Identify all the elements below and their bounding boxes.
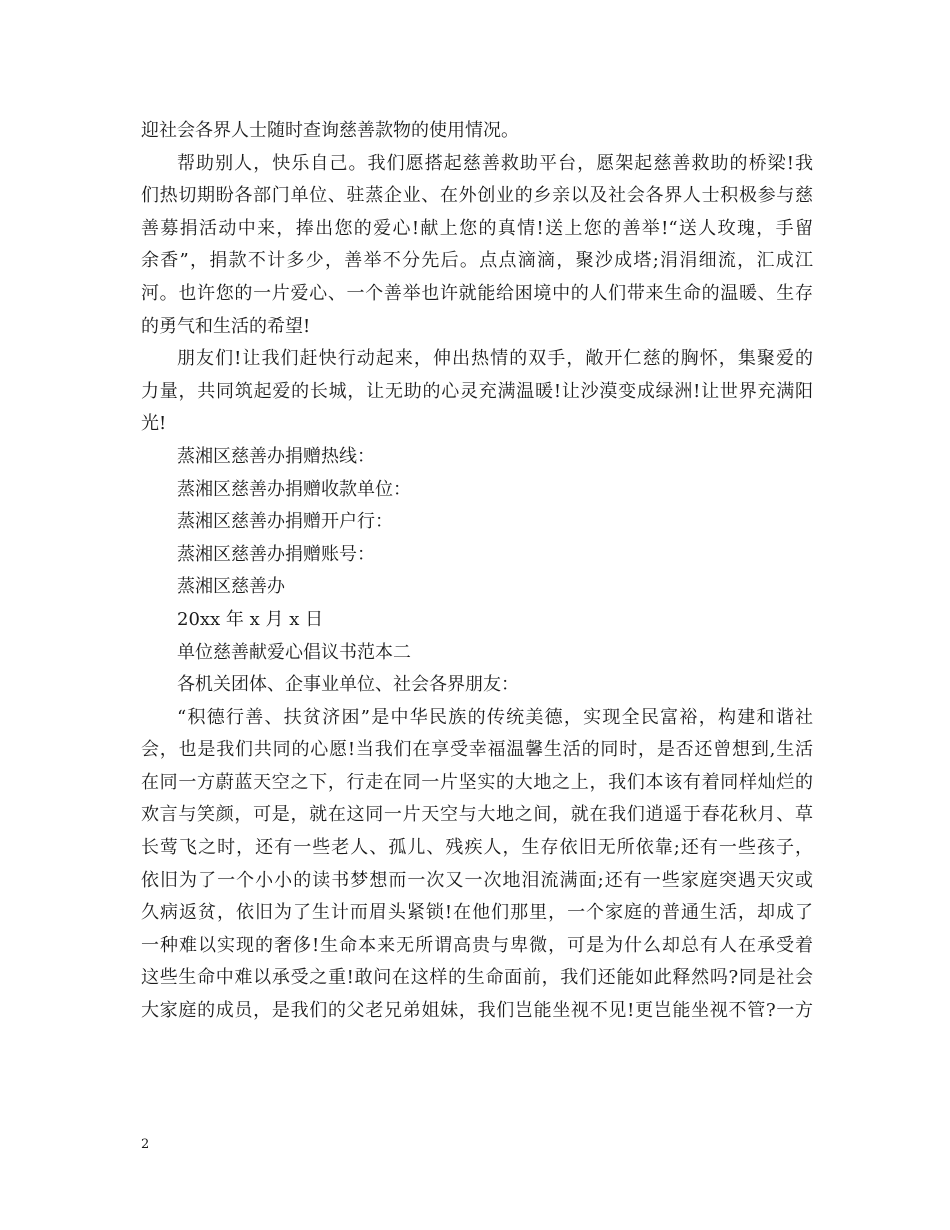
text-line: 20xx 年 x 月 x 日 [177,608,324,630]
text-line: 蒸湘区慈善办捐赠收款单位： [177,478,411,500]
text-line: 大家庭的成员，是我们的父老兄弟姐妹，我们岂能坐视不见!更岂能坐视不管?一方 [141,1000,813,1022]
text-line: 河。也许您的一片爱心、一个善举也许就能给困境中的人们带来生命的温暖、生存 [141,282,813,304]
text-line: 一种难以实现的奢侈!生命本来无所谓高贵与卑微，可是为什么却总有人在承受着 [141,934,813,956]
text-line: 单位慈善献爱心倡议书范本二 [177,641,411,663]
text-line: 蒸湘区慈善办 [177,576,285,598]
text-line: 依旧为了一个小小的读书梦想而一次又一次地泪流满面;还有一些家庭突遇天灾或 [141,869,813,891]
text-line: 各机关团体、企事业单位、社会各界朋友： [177,674,519,696]
text-line: 蒸湘区慈善办捐赠热线： [177,445,375,467]
text-line: 久病返贫，依旧为了生计而眉头紧锁!在他们那里，一个家庭的普通生活，却成了 [141,902,813,924]
page-number: 2 [141,1137,150,1152]
text-line: 蒸湘区慈善办捐赠账号： [177,543,375,565]
text-line: 这些生命中难以承受之重!敢问在这样的生命面前，我们还能如此释然吗?同是社会 [141,967,813,989]
text-line: 余香”，捐款不计多少，善举不分先后。点点滴滴，聚沙成塔;涓涓细流，汇成江 [141,250,813,272]
text-line: 会，也是我们共同的心愿!当我们在享受幸福温馨生活的同时，是否还曾想到,生活 [141,739,813,761]
text-line: 迎社会各界人士随时查询慈善款物的使用情况。 [141,120,519,141]
text-line: 们热切期盼各部门单位、驻蒸企业、在外创业的乡亲以及社会各界人士积极参与慈 [141,185,813,207]
document-body [141,115,813,1028]
text-line: 光! [141,413,167,435]
text-line: 在同一方蔚蓝天空之下，行走在同一片坚实的大地之上，我们本该有着同样灿烂的 [141,771,813,793]
text-line: 帮助别人，快乐自己。我们愿搭起慈善救助平台，愿架起慈善救助的桥梁!我 [177,152,813,174]
text-line: 的勇气和生活的希望! [141,315,311,337]
text-line: 蒸湘区慈善办捐赠开户行： [177,511,393,533]
text-line: 长莺飞之时，还有一些老人、孤儿、残疾人，生存依旧无所依靠;还有一些孩子， [141,837,813,859]
text-line: 朋友们!让我们赶快行动起来，伸出热情的双手，敞开仁慈的胸怀，集聚爱的 [177,348,813,370]
text-line: 欢言与笑颜，可是，就在这同一片天空与大地之间，就在我们逍遥于春花秋月、草 [141,804,813,826]
text-line: “积德行善、扶贫济困”是中华民族的传统美德，实现全民富裕，构建和谐社 [177,706,813,728]
text-line: 力量，共同筑起爱的长城，让无助的心灵充满温暖!让沙漠变成绿洲!让世界充满阳 [141,380,813,402]
text-line: 善募捐活动中来，捧出您的爱心!献上您的真情!送上您的善举!“送人玫瑰，手留 [141,217,813,239]
